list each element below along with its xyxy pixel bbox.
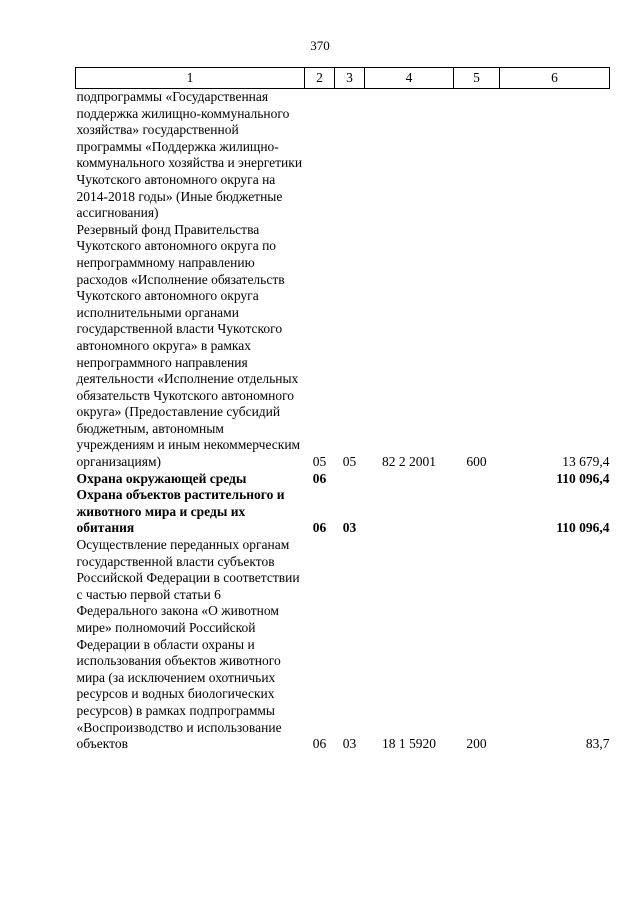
row-amount: 110 096,4 xyxy=(556,520,610,536)
row-name: подпрограммы «Государственная поддержка жилищно-коммунального хозяйства» государственной программы «Поддержка жилищно-коммунального хозяйства и энергетики Чукотского автономного округа на 2014-2018 годы» (Иные бюджетные ассигнования) xyxy=(76,89,303,221)
row-name: Охрана окружающей среды xyxy=(76,470,247,486)
row-section xyxy=(305,89,335,222)
row-expense-type xyxy=(454,471,500,488)
row-target-article xyxy=(365,487,454,537)
row-target-article xyxy=(365,471,454,488)
row-expense-type xyxy=(454,487,500,537)
row-amount: 13 679,4 xyxy=(562,454,610,470)
row-section: 05 xyxy=(312,454,327,470)
table-row xyxy=(76,487,610,537)
table-row xyxy=(76,537,610,753)
row-section: 06 xyxy=(312,470,327,486)
row-subsection: 05 xyxy=(342,454,357,470)
table-header-row xyxy=(76,68,610,89)
row-subsection xyxy=(335,89,365,222)
row-name: Резервный фонд Правительства Чукотского автономного округа по непрограммному направлению расходов «Исполнение обязательств Чукотского автономного округа исполнительными органами государственной власти Чукотского автономного округа» в рамках непрограммного направления деятельности «Исполнение отдельных обязательств Чукотского автономного округа» (Предоставление субсидий бюджетным, автономным учреждениям и иным некоммерческим организациям) xyxy=(76,221,301,470)
column-header: 3 xyxy=(335,68,365,89)
row-target-article xyxy=(365,89,454,222)
row-amount: 110 096,4 xyxy=(556,470,610,486)
table-row xyxy=(76,89,610,222)
column-header: 6 xyxy=(500,68,610,89)
row-name: Охрана объектов растительного и животного мира и среды их обитания xyxy=(76,487,285,536)
column-header: 5 xyxy=(454,68,500,89)
row-subsection xyxy=(335,471,365,488)
row-amount xyxy=(500,89,610,222)
row-subsection: 03 xyxy=(342,520,357,536)
table-row xyxy=(76,471,610,488)
row-target-article: 82 2 2001 xyxy=(382,454,436,470)
budget-table xyxy=(75,67,610,753)
column-header: 2 xyxy=(305,68,335,89)
row-amount: 83,7 xyxy=(585,736,610,752)
column-header: 4 xyxy=(365,68,454,89)
row-target-article: 18 1 5920 xyxy=(382,736,436,752)
row-name: Осуществление переданных органам государственной власти субъектов Российской Федерации в соответствии с частью первой статьи 6 Федерального закона «О животном мире» полномочий Российской Федерации в области охраны и использования объектов животного мира (за исключением охотничьих ресурсов и водных биологических ресурсов) в рамках подпрограммы «Воспроизводство и использование объектов xyxy=(76,537,300,752)
row-subsection: 03 xyxy=(342,736,357,752)
row-section: 06 xyxy=(312,520,327,536)
row-expense-type: 200 xyxy=(466,736,487,752)
row-expense-type: 600 xyxy=(466,454,487,470)
column-header: 1 xyxy=(76,68,305,89)
page-number: 370 xyxy=(310,38,330,53)
table-row xyxy=(76,222,610,471)
row-expense-type xyxy=(454,89,500,222)
row-section: 06 xyxy=(312,736,327,752)
